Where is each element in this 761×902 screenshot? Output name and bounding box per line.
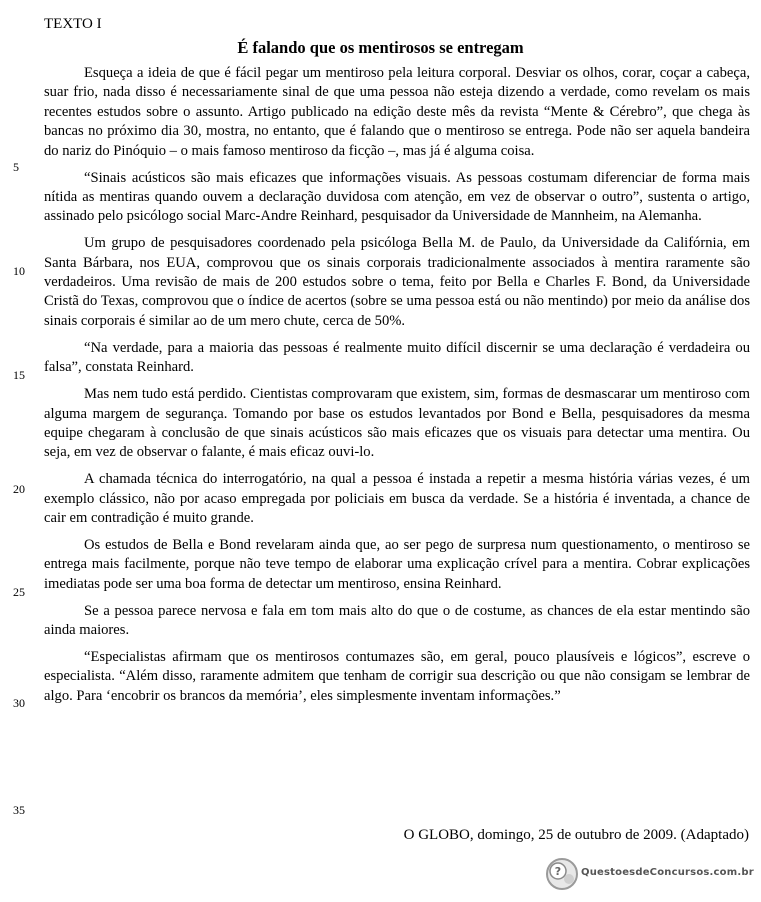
paragraph-7: Os estudos de Bella e Bond revelaram ainda que, ao ser pego de surpresa num questionamento, o mentiroso se entrega mais facilmente, porque não teve tempo de elaborar uma explicação crível para a mentira. Cobrar explicações imediatas pode ser uma boa forma de detectar um mentiroso, ensina Reinhard. <box>44 536 750 592</box>
line-number-20: 20 <box>13 482 25 496</box>
article-body <box>44 64 750 714</box>
line-number-15: 15 <box>13 368 25 382</box>
question-mark-logo-icon <box>545 857 579 891</box>
paragraph-3: Um grupo de pesquisadores coordenado pela psicóloga Bella M. de Paulo, da Universidade da Califórnia, em Santa Bárbara, nos EUA, comprovou que os sinais corporais tradicionalmente associados à mentira raramente são verdadeiros. Uma revisão de mais de 200 estudos sobre o tema, feito por Bella e Charles F. Bond, da Universidade Cristã do Texas, comprovou que o índice de acertos (sobre se uma pessoa está ou não mentindo) por meio da análise dos sinais corporais é similar ao de um mero chute, cerca de 50%. <box>44 235 750 329</box>
paragraph-8: Se a pessoa parece nervosa e fala em tom mais alto do que o de costume, as chances de ela estar mentindo são ainda maiores. <box>44 602 750 639</box>
paragraph-9: “Especialistas afirmam que os mentirosos contumazes são, em geral, pouco plausíveis e lógicos”, escreve o especialista. “Além disso, raramente admitem que tenham de corrigir sua descrição ou que não consigam se lembrar de algo. Para ‘encobrir os brancos da memória’, eles simplesmente inventam informações.” <box>44 648 750 704</box>
line-number-25: 25 <box>13 585 25 599</box>
article-title: É falando que os mentirosos se entregam <box>237 38 524 57</box>
text-label: TEXTO I <box>44 16 102 32</box>
paragraph-6: A chamada técnica do interrogatório, na qual a pessoa é instada a repetir a mesma história várias vezes, é um exemplo clássico, não por acaso empregada por policiais em busca da verdade. Se a história é inventada, a chance de cair em contradição é muito grande. <box>44 471 750 527</box>
source-citation: O GLOBO, domingo, 25 de outubro de 2009. (Adaptado) <box>403 827 749 843</box>
svg-text:?: ? <box>554 865 562 878</box>
line-number-10: 10 <box>13 264 25 278</box>
logo-text: QuestoesdeConcursos.com.br <box>581 867 754 878</box>
paragraph-5: Mas nem tudo está perdido. Cientistas comprovaram que existem, sim, formas de desmascarar um mentiroso com alguma margem de segurança. Tomando por base os estudos levantados por Bond e Bella, pesquisadores da mesma equipe chegaram à conclusão de que sinais acústicos são mais eficazes que os visuais para detectar uma mentira. Ou seja, em vez de observar o falante, é mais eficaz ouvi-lo. <box>44 386 750 461</box>
line-number-30: 30 <box>13 696 25 710</box>
line-number-5: 5 <box>13 160 19 174</box>
line-number-35: 35 <box>13 803 25 817</box>
paragraph-1: Esqueça a ideia de que é fácil pegar um mentiroso pela leitura corporal. Desviar os olhos, corar, coçar a cabeça, suar frio, nada disso é necessariamente sinal de que uma pessoa não esteja dizendo a verdade, como revelam os mais recentes estudos sobre o assunto. Artigo publicado na edição deste mês da revista “Mente & Cérebro”, que chega às bancas no próximo dia 30, mostra, no entanto, que é falando que o mentiroso se entrega. Pode não ser aquela bandeira do nariz do Pinóquio – o mais famoso mentiroso da ficção –, mas já é alguma coisa. <box>44 65 750 159</box>
paragraph-4: “Na verdade, para a maioria das pessoas é realmente muito difícil discernir se uma declaração é verdadeira ou falsa”, constata Reinhard. <box>44 339 750 376</box>
paragraph-2: “Sinais acústicos são mais eficazes que informações visuais. As pessoas costumam diferenciar de forma mais nítida as mentiras quando ouvem a declaração duvidosa com atenção, em vez de observar o outro”, sustenta o artigo, assinado pelo psicólogo social Marc-Andre Reinhard, pesquisador da Universidade de Mannheim, na Alemanha. <box>44 169 750 225</box>
site-logo[interactable] <box>545 857 755 891</box>
